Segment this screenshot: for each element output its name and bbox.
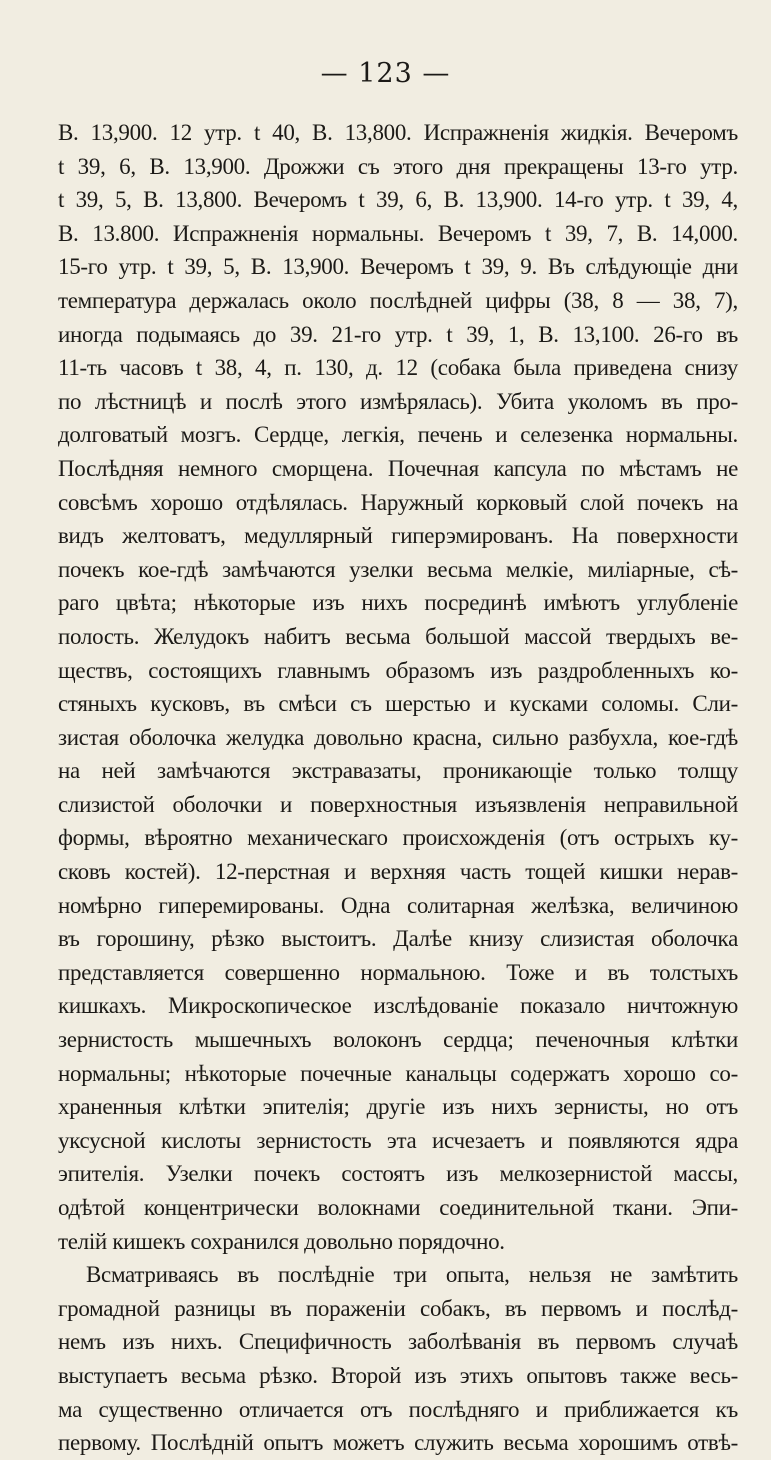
text-line: слизистой оболочки и поверхностныя изъязвленія неправильной: [58, 791, 738, 817]
text-line: B. 13.800. Испражненія нормальны. Вечеромъ t 39, 7, B. 14,000.: [58, 220, 738, 246]
text-line: сковъ костей). 12-перстная и верхняя часть тощей кишки нерав-: [58, 859, 738, 885]
text-line: B. 13,900. 12 утр. t 40, B. 13,800. Испражненія жидкія. Вечеромъ: [58, 120, 738, 145]
text-line: номѣрно гиперемированы. Одна солитарная желѣзка, величиною: [58, 892, 738, 918]
text-line: совсѣмъ хорошо отдѣлялась. Наружный корковый слой почекъ на: [58, 489, 738, 515]
text-line: полость. Желудокъ набитъ весьма большой массой твердыхъ ве-: [58, 623, 738, 649]
text-line: температура держалась около послѣдней цифры (38, 8 — 38, 7),: [58, 287, 738, 313]
text-line: формы, вѣроятно механическаго происхожденія (отъ острыхъ ку-: [58, 825, 738, 851]
text-line: одѣтой концентрически волокнами соединительной ткани. Эпи-: [58, 1195, 738, 1220]
text-line: нормальны; нѣкоторые почечные канальцы содержатъ хорошо со-: [58, 1060, 738, 1086]
text-line: зернистость мышечныхъ волоконъ сердца; печеночныя клѣтки: [58, 1027, 738, 1053]
text-line: эпителія. Узелки почекъ состоятъ изъ мелкозернистой массы,: [58, 1161, 738, 1187]
text-line: на ней замѣчаются экстравазаты, проникающіе только толщу: [58, 758, 738, 784]
page-number: — 123 —: [320, 58, 451, 89]
text-line: выступаетъ весьма рѣзко. Второй изъ этихъ опытовъ также весь-: [58, 1362, 738, 1388]
text-line: стяныхъ кусковъ, въ смѣси съ шерстью и кусками соломы. Сли-: [58, 691, 738, 717]
body-text: [58, 116, 738, 1460]
text-line: въ горошину, рѣзко выстоитъ. Далѣе книзу слизистая оболочка: [58, 926, 738, 952]
text-line: ма существенно отличается отъ послѣдняго и приближается къ: [58, 1396, 738, 1422]
text-line: Послѣдняя немного сморщена. Почечная капсула по мѣстамъ не: [58, 455, 738, 481]
text-line: телій кишекъ сохранился довольно порядочно.: [58, 1228, 505, 1254]
text-line: громадной разницы въ пораженіи собакъ, въ первомъ и послѣд-: [58, 1295, 738, 1321]
text-line: уксусной кислоты зернистость эта исчезаетъ и появляются ядра: [58, 1127, 738, 1153]
text-line: 11-ть часовъ t 38, 4, п. 130, д. 12 (собака была приведена снизу: [58, 355, 738, 381]
text-line: храненныя клѣтки эпителія; другіе изъ нихъ зернисты, но отъ: [58, 1094, 738, 1120]
text-line: долговатый мозгъ. Сердце, легкія, печень и селезенка нормальны.: [58, 422, 738, 448]
text-line: видъ желтоватъ, медуллярный гиперэмированъ. На поверхности: [58, 523, 738, 549]
text-line: 15-го утр. t 39, 5, B. 13,900. Вечеромъ t 39, 9. Въ слѣдующіе дни: [58, 254, 738, 280]
text-line: первому. Послѣдній опытъ можетъ служить весьма хорошимъ отвѣ-: [58, 1430, 738, 1456]
text-line: почекъ кое-гдѣ замѣчаются узелки весьма мелкіе, миліарные, сѣ-: [58, 556, 738, 582]
text-line: немъ изъ нихъ. Специфичность заболѣванія въ первомъ случаѣ: [58, 1329, 738, 1355]
text-line: раго цвѣта; нѣкоторые изъ нихъ посрединѣ имѣютъ углубленіе: [58, 590, 738, 616]
text-line: по лѣстницѣ и послѣ этого измѣрялась). Убита уколомъ въ про-: [58, 388, 738, 414]
text-line: ществъ, состоящихъ главнымъ образомъ изъ раздробленныхъ ко-: [58, 657, 738, 683]
text-line: представляется совершенно нормальною. Тоже и въ толстыхъ: [58, 959, 738, 985]
text-line: t 39, 6, B. 13,900. Дрожжи съ этого дня прекращены 13-го утр.: [58, 153, 738, 179]
text-line: иногда подымаясь до 39. 21-го утр. t 39, 1, B. 13,100. 26-го въ: [58, 321, 738, 347]
text-line: Всматриваясь въ послѣдніе три опыта, нельзя не замѣтить: [86, 1262, 738, 1288]
text-line: зистая оболочка желудка довольно красна, сильно разбухла, кое-гдѣ: [58, 724, 738, 750]
text-line: t 39, 5, B. 13,800. Вечеромъ t 39, 6, B. 13,900. 14-го утр. t 39, 4,: [58, 187, 738, 213]
text-line: кишкахъ. Микроскопическое изслѣдованіе показало ничтожную: [58, 993, 738, 1019]
